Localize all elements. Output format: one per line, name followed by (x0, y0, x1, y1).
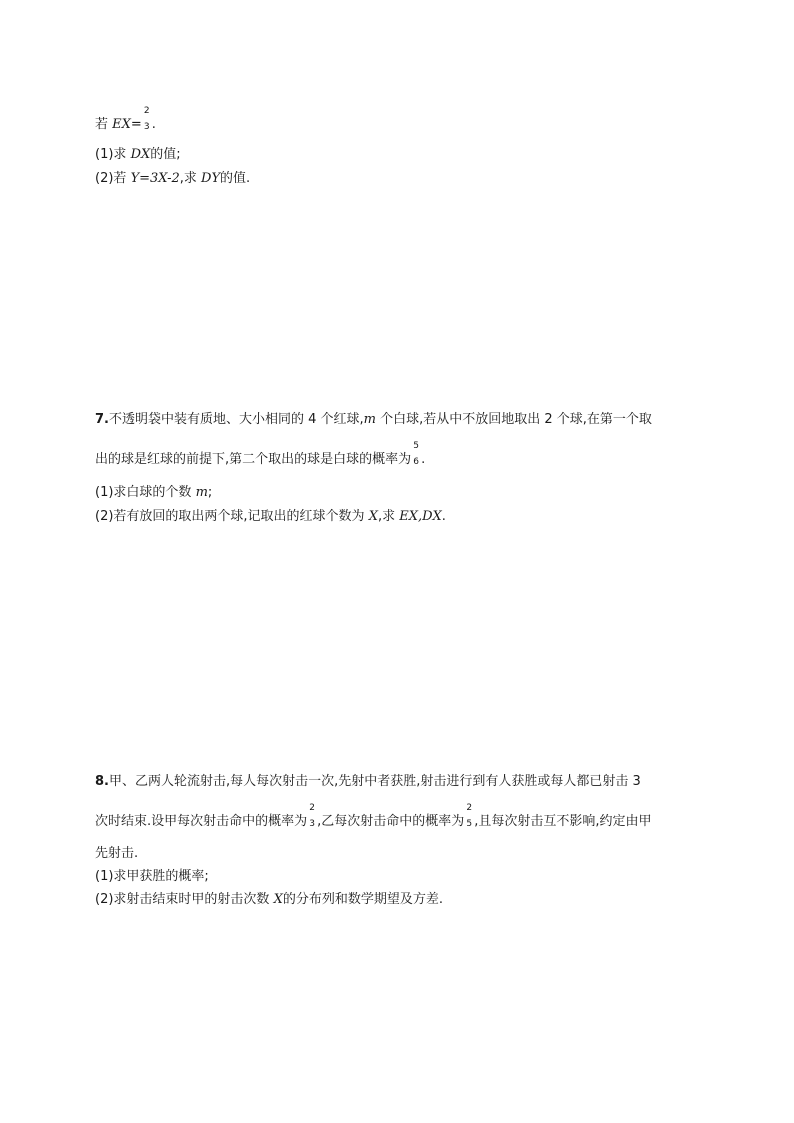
q6-part2-var: DY (201, 171, 221, 186)
q7-number: 7. (95, 412, 109, 427)
q7-line1-b: 个白球,若从中不放回地取出 2 个球,在第一个取 (375, 412, 652, 427)
q7-part1-end: ; (207, 485, 213, 500)
q7-part2 (95, 509, 446, 525)
fraction-numerator: 5 (413, 441, 419, 451)
q6-part2-prefix: (2)若 (95, 171, 131, 186)
fraction-denominator: 5 (466, 819, 473, 829)
q8-line1 (95, 774, 641, 790)
fraction-numerator: 2 (143, 106, 150, 116)
q7-part2-var: X (368, 509, 378, 524)
fraction-denominator: 3 (143, 122, 150, 132)
q8-part1-text: (1)求甲获胜的概率; (95, 869, 209, 884)
q6-part2-formula: Y=3X-2 (130, 171, 180, 186)
q6-intro-var: EX (112, 117, 131, 132)
q8-line3-text: 先射击. (95, 846, 139, 861)
q7-part1-a: (1)求白球的个数 (95, 485, 196, 500)
q8-line2-fraction-2 (465, 803, 473, 830)
q6-part1-suffix: 的值; (150, 147, 181, 162)
q6-part2-suffix: 的值. (220, 171, 251, 186)
q6-intro-prefix: 若 (95, 117, 113, 132)
fraction-denominator: 6 (413, 457, 419, 467)
q8-part2 (95, 892, 443, 908)
q6-part2-mid: ,求 (179, 171, 202, 186)
q6-part1-var: DX (130, 147, 151, 162)
q8-part2-a: (2)求射击结束时甲的射击次数 (95, 892, 274, 907)
q7-line2-a: 出的球是红球的前提下,第二个取出的球是白球的概率为 (95, 452, 412, 467)
q6-intro-end: . (151, 117, 156, 132)
q7-line1 (95, 412, 652, 428)
q7-part2-a: (2)若有放回的取出两个球,记取出的红球个数为 (95, 509, 369, 524)
fraction-numerator: 2 (466, 803, 473, 813)
q7-line2-fraction (412, 441, 420, 468)
q6-intro-fraction (143, 106, 151, 133)
q7-part1-var: m (195, 485, 208, 500)
fraction-numerator: 2 (309, 803, 315, 813)
q6-intro-eq: = (130, 117, 142, 132)
q7-line2-end: . (421, 452, 426, 467)
q6-part1-prefix: (1)求 (95, 147, 131, 162)
q8-line1-text: 甲、乙两人轮流射击,每人每次射击一次,先射中者获胜,射击进行到有人获胜或每人都已射击 3 (108, 774, 641, 789)
q8-part1 (95, 869, 209, 885)
q7-line1-var: m (363, 412, 376, 427)
q8-part2-var: X (273, 892, 283, 907)
q6-part2 (95, 171, 250, 187)
q8-line2-b: ,乙每次射击命中的概率为 (317, 814, 465, 829)
q6-intro (95, 106, 156, 133)
q7-part2-end: . (441, 509, 446, 524)
q8-number: 8. (95, 774, 109, 789)
q6-part1 (95, 147, 181, 163)
q7-part1 (95, 485, 212, 501)
q8-line2-fraction-1 (308, 803, 316, 830)
q7-line1-a: 不透明袋中装有质地、大小相同的 4 个红球, (108, 412, 364, 427)
q8-line2-a: 次时结束.设甲每次射击命中的概率为 (95, 814, 308, 829)
q8-line2-c: ,且每次射击互不影响,约定由甲 (474, 814, 652, 829)
q8-line3 (95, 846, 138, 862)
q7-part2-b: ,求 (377, 509, 400, 524)
fraction-denominator: 3 (309, 819, 315, 829)
q7-part2-vars: EX,DX (399, 509, 442, 524)
q8-line2 (95, 803, 652, 830)
q7-line2 (95, 441, 426, 468)
q8-part2-b: 的分布列和数学期望及方差. (282, 892, 443, 907)
